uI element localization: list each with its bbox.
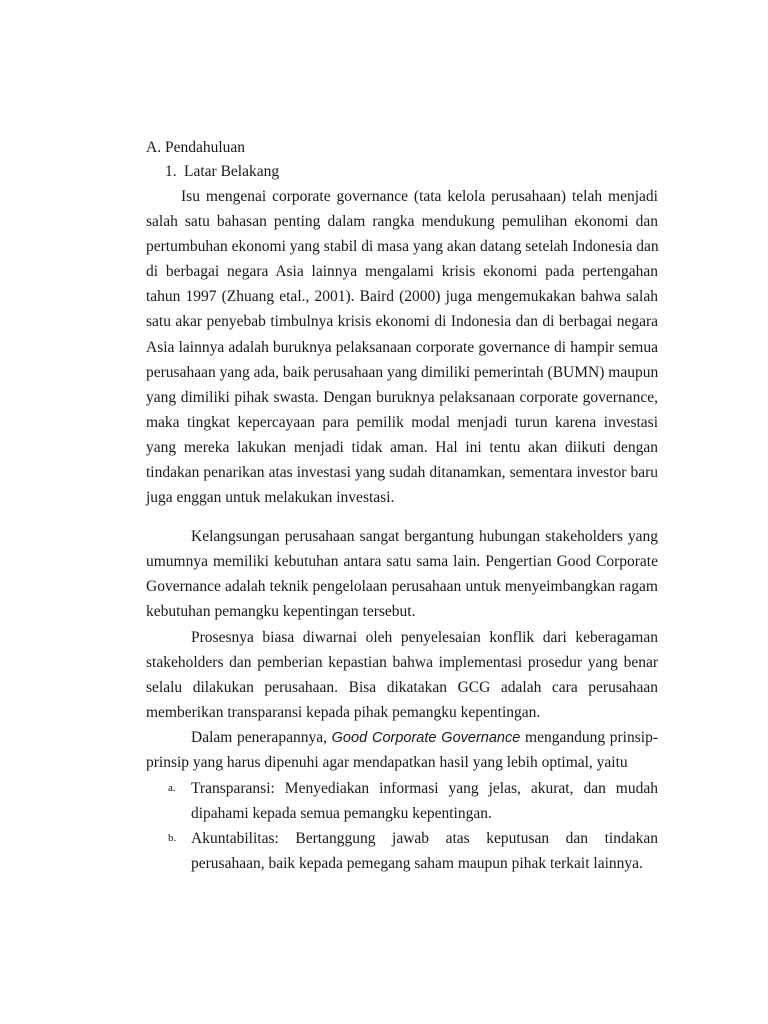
principles-list — [168, 776, 658, 876]
text-line: maka tingkat kepercayaan para pemilik modal menjadi turun karena investasi — [146, 413, 658, 431]
text-line: Kelangsungan perusahaan sangat bergantung hubungan stakeholders yang — [191, 528, 658, 545]
text-line: dipahami kepada semua pemangku kepentingan. — [191, 805, 492, 823]
text-line: Prosesnya biasa diwarnai oleh penyelesaian konflik dari keberagaman — [191, 629, 658, 646]
paragraph-kelangsungan — [146, 524, 658, 624]
text-segment: Dalam penerapannya, — [191, 729, 332, 746]
text-line: tahun 1997 (Zhuang etal., 2001). Baird (2000) juga mengemukakan bahwa salah — [146, 288, 658, 306]
text-line: stakeholders dan pemberian kepastian bahwa implementasi prosedur yang benar — [146, 654, 658, 672]
italic-term: Good Corporate Governance — [331, 730, 521, 746]
subsection-heading: Latar Belakang — [184, 163, 280, 180]
text-line: perusahaan yang ada, baik perusahaan yang dimiliki pemerintah (BUMN) maupun — [146, 363, 659, 381]
list-item-akuntabilitas — [168, 826, 658, 876]
list-item-transparansi — [168, 776, 658, 826]
text-line: Asia lainnya adalah buruknya pelaksanaan corporate governance di hampir semua — [146, 338, 658, 356]
text-line: satu akar penyebab timbulnya krisis ekonomi di Indonesia dan di berbagai negara — [146, 313, 658, 331]
paragraph-prosesnya — [146, 625, 658, 725]
list-marker: b. — [168, 832, 177, 845]
text-line: yang dimiliki pihak swasta. Dengan buruknya pelaksanaan corporate governance, — [146, 388, 658, 406]
text-line: Akuntabilitas: Bertanggung jawab atas keputusan dan tindakan — [191, 830, 658, 848]
subsection-number: 1. — [165, 163, 177, 180]
text-line: memberikan transparansi kepada pihak pemangku kepentingan. — [146, 704, 541, 722]
list-marker: a. — [168, 782, 176, 794]
text-line — [146, 725, 658, 750]
text-line: yang mereka lakukan menjadi tidak aman. Hal ini tentu akan diikuti dengan — [146, 438, 658, 456]
text-line: pertumbuhan ekonomi yang stabil di masa yang akan datang setelah Indonesia dan — [146, 238, 659, 256]
text-line: juga enggan untuk melakukan investasi. — [146, 489, 395, 507]
text-line: di berbagai negara Asia lainnya mengalami krisis ekonomi pada pertengahan — [146, 263, 658, 281]
text-line: tindakan penarikan atas investasi yang sudah ditanamkan, sementara investor baru — [146, 464, 658, 482]
text-line: prinsip yang harus dipenuhi agar mendapatkan hasil yang lebih optimal, yaitu — [146, 754, 628, 772]
text-line: salah satu bahasan penting dalam rangka mendukung pemulihan ekonomi dan — [146, 213, 658, 231]
paragraph-latar-belakang — [146, 184, 658, 510]
text-line: selalu dilakukan perusahaan. Bisa dikatakan GCG adalah cara perusahaan — [146, 679, 658, 697]
text-line: Governance adalah teknik pengelolaan perusahaan untuk menyeimbangkan ragam — [146, 578, 658, 596]
text-line: kebutuhan pemangku kepentingan tersebut. — [146, 603, 416, 621]
text-line: Isu mengenai corporate governance (tata kelola perusahaan) telah menjadi — [181, 188, 658, 205]
text-line: perusahaan, baik kepada pemegang saham maupun pihak terkait lainnya. — [191, 855, 643, 873]
text-segment: mengandung prinsip- — [520, 729, 658, 746]
text-line: Transparansi: Menyediakan informasi yang jelas, akurat, dan mudah — [191, 780, 658, 797]
paragraph-penerapan — [146, 725, 658, 775]
text-line: umumnya memiliki kebutuhan antara satu sama lain. Pengertian Good Corporate — [146, 553, 658, 571]
section-heading-a: A. Pendahuluan — [146, 139, 246, 156]
